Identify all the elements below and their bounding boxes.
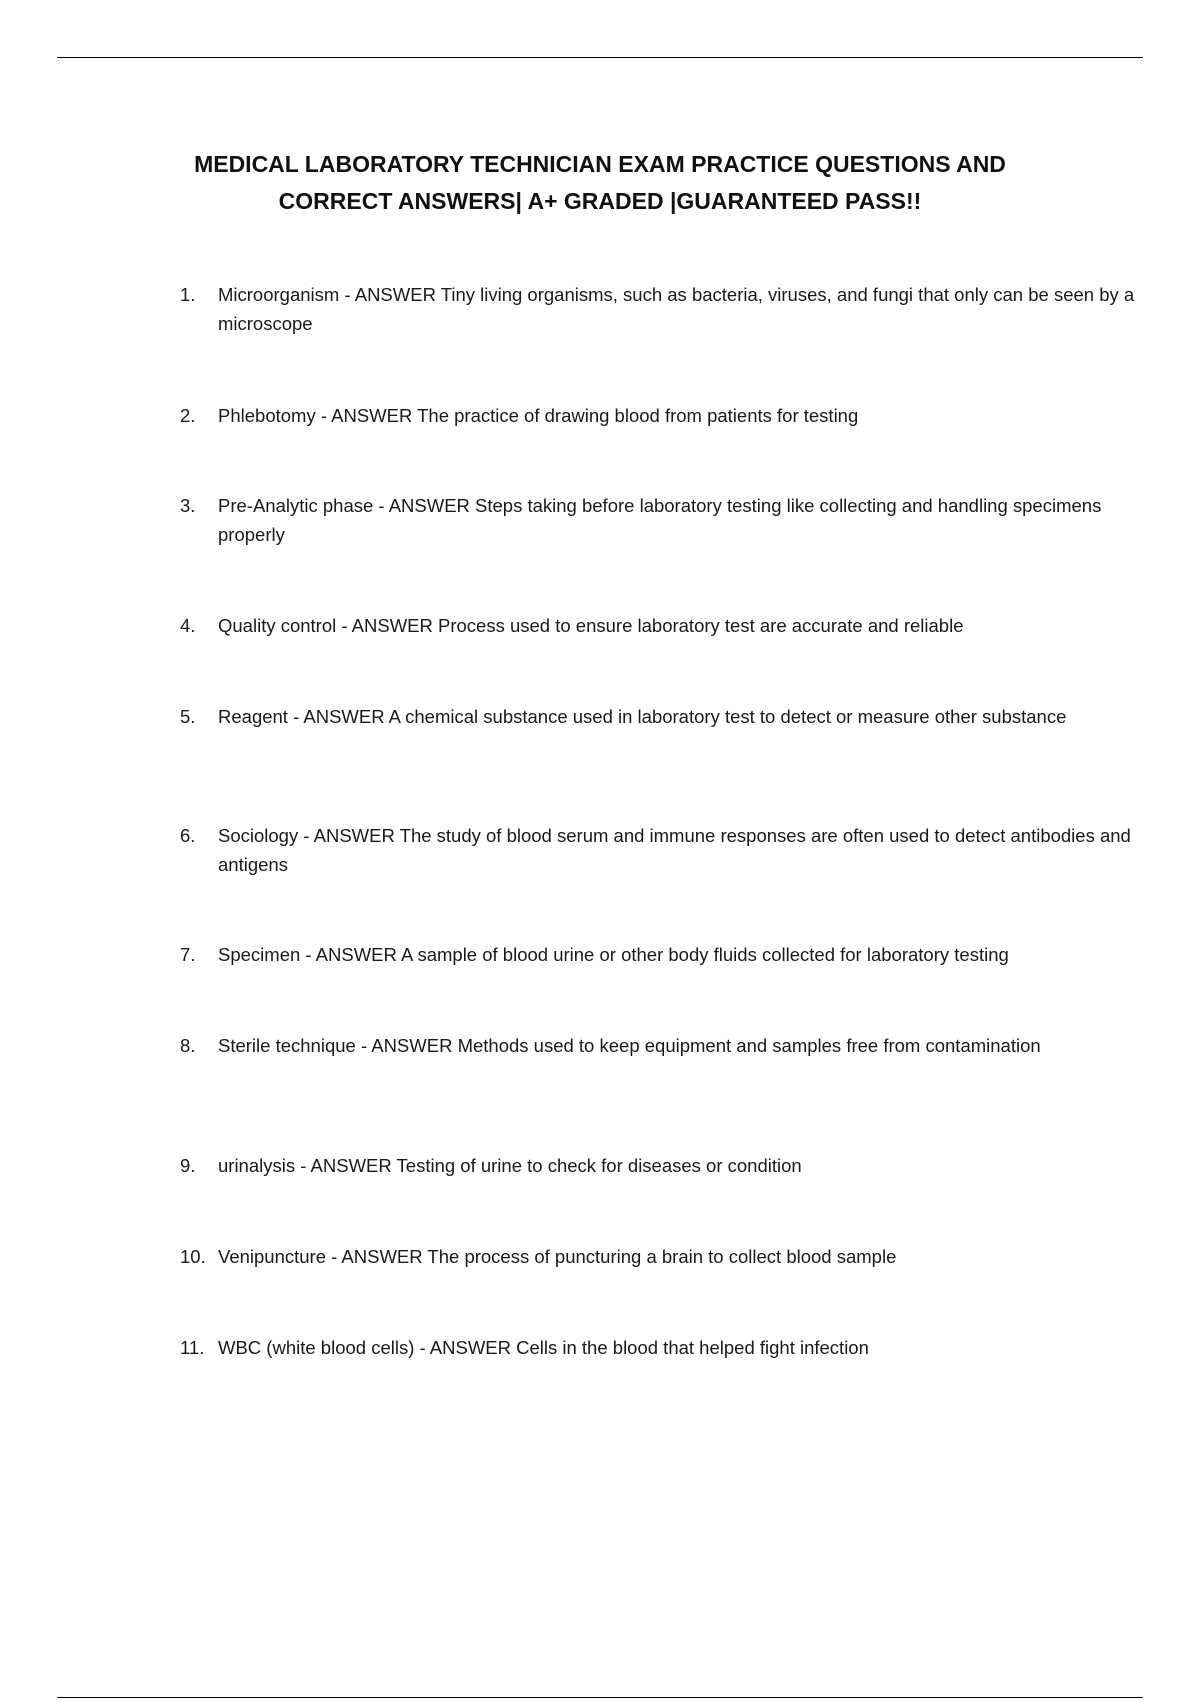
question-item-3 [180,491,1138,549]
question-text: Quality control - ANSWER Process used to ensure laboratory test are accurate and reliable [218,615,964,636]
question-text: Venipuncture - ANSWER The process of puncturing a brain to collect blood sample [218,1246,897,1267]
title-line-2: CORRECT ANSWERS| A+ GRADED |GUARANTEED PASS!! [278,188,922,214]
question-item-5 [180,702,1138,731]
question-item-10 [180,1242,1138,1271]
question-text: Sterile technique - ANSWER Methods used to keep equipment and samples free from contamination [218,1035,1041,1056]
bottom-rule [57,1697,1143,1698]
question-item-1 [180,280,1138,338]
question-number: 6. [180,825,196,846]
question-item-9 [180,1151,1138,1180]
question-number: 4. [180,615,196,636]
question-number: 10. [180,1246,206,1267]
question-item-7 [180,940,1138,969]
question-item-6 [180,821,1138,879]
question-item-8 [180,1031,1138,1060]
question-number: 9. [180,1155,196,1176]
question-text: Reagent - ANSWER A chemical substance used in laboratory test to detect or measure other substance [218,706,1067,727]
question-text: WBC (white blood cells) - ANSWER Cells in the blood that helped fight infection [218,1337,869,1358]
question-number: 5. [180,706,196,727]
question-text: Sociology - ANSWER The study of blood serum and immune responses are often used to detect antibodies and antigens [218,825,1131,875]
question-number: 3. [180,495,196,516]
document-title [150,146,1050,220]
question-text: Specimen - ANSWER A sample of blood urine or other body fluids collected for laboratory testing [218,944,1009,965]
question-number: 11. [180,1337,205,1358]
question-number: 8. [180,1035,196,1056]
question-number: 1. [180,284,196,305]
question-number: 7. [180,944,196,965]
question-text: Phlebotomy - ANSWER The practice of drawing blood from patients for testing [218,405,859,426]
question-text: Pre-Analytic phase - ANSWER Steps taking before laboratory testing like collecting and handling specimens properly [218,495,1102,545]
question-number: 2. [180,405,196,426]
question-item-11 [180,1333,1138,1362]
question-item-4 [180,611,1138,640]
question-text: Microorganism - ANSWER Tiny living organisms, such as bacteria, viruses, and fungi that only can be seen by a microscope [218,284,1135,334]
top-rule [57,57,1143,58]
question-text: urinalysis - ANSWER Testing of urine to check for diseases or condition [218,1155,802,1176]
title-line-1: MEDICAL LABORATORY TECHNICIAN EXAM PRACTICE QUESTIONS AND [194,151,1006,177]
question-item-2 [180,401,1138,430]
